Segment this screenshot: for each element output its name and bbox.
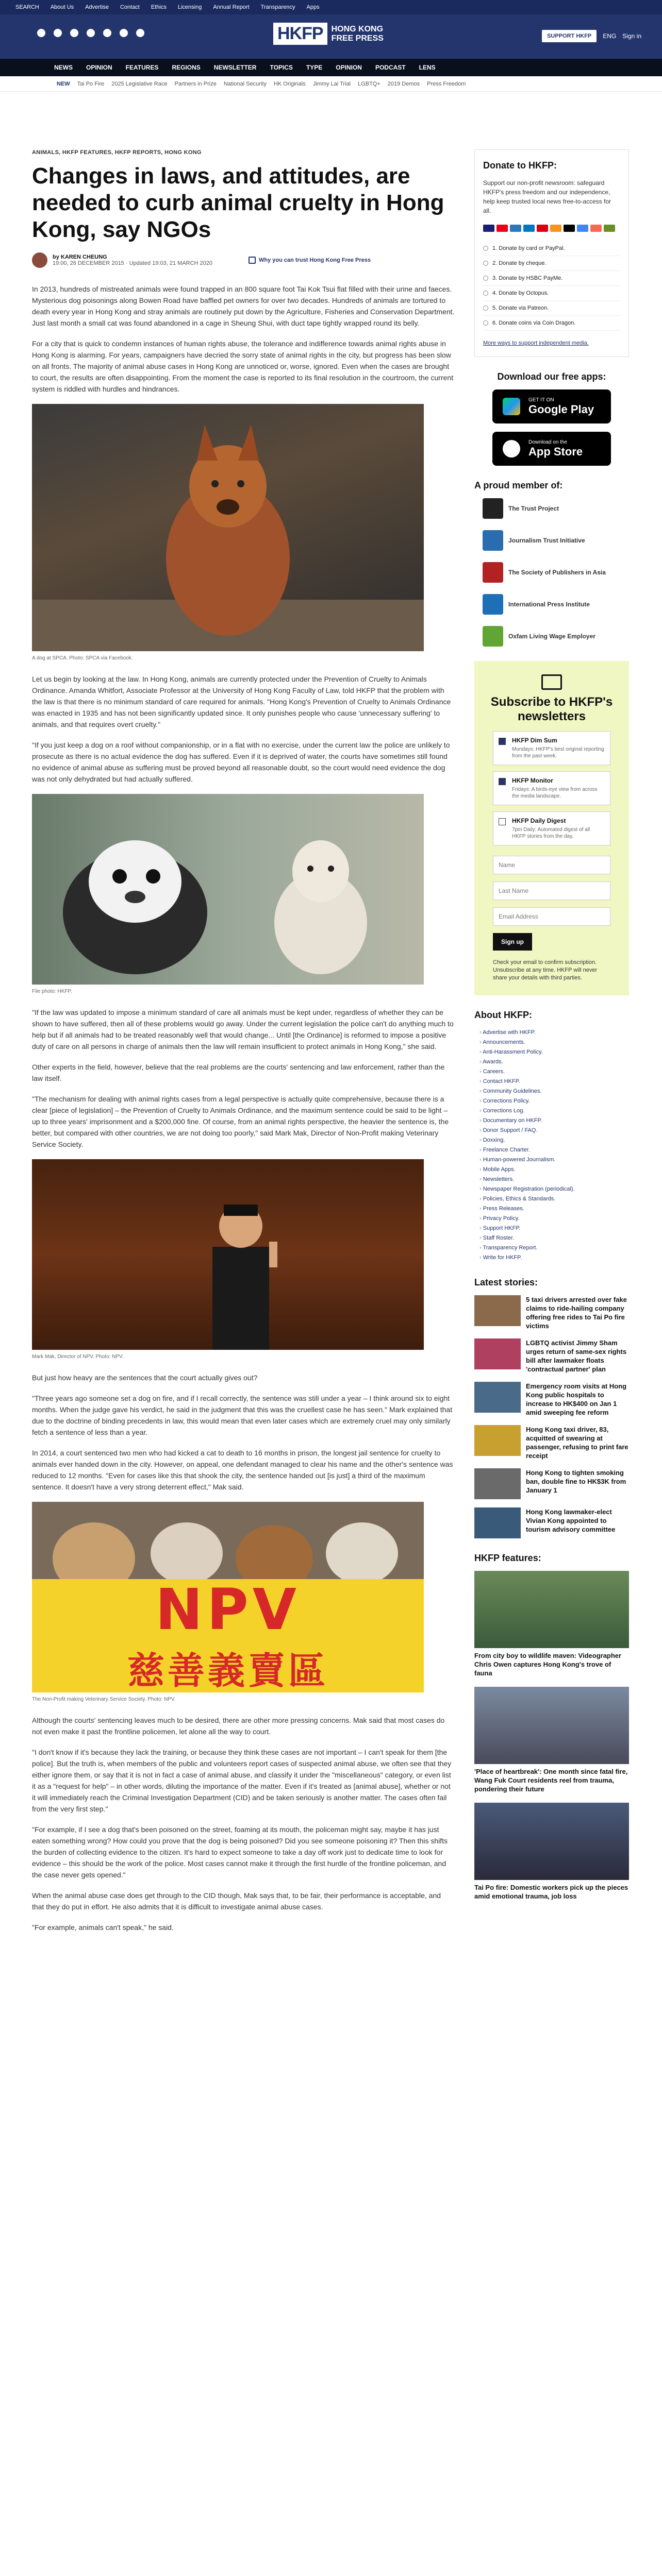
sign-in-link[interactable]: Sign in (622, 32, 641, 40)
about-links (474, 1028, 629, 1263)
threads-icon[interactable] (103, 29, 111, 37)
paragraph: For a city that is quick to condemn instances of human rights abuse, the tolerance and indifference towards animal rights abuse in Hong Kong is alarming. For years, campaigners have decried the sorry state of animal rights in the city, but progress has been slow on all fronts. The majority of animal abuse cases in Hong Kong are unnoticed or, worse, ignored. Even when the cases are brought to court, the results are often disappointing. From the moment the case is reported to its final resolution in the courtroom, the current system is riddled with hurdles and hindrances. (32, 340, 454, 393)
radio-icon (483, 306, 488, 311)
feature-item[interactable]: 'Place of heartbreak': One month since fatal fire, Wang Fuk Court residents reel from trauma, pondering their future (474, 1687, 629, 1793)
instagram-icon[interactable] (70, 29, 78, 37)
licensing-link[interactable]: Licensing (177, 4, 202, 10)
feature-thumbnail (474, 1803, 629, 1880)
site-header (0, 14, 662, 59)
about-link[interactable]: › Documentary on HKFP. (479, 1116, 629, 1126)
author-avatar (32, 252, 47, 268)
trust-icon (249, 257, 256, 264)
latest-stories-widget (474, 1277, 629, 1538)
newsletter-widget (474, 661, 629, 995)
radio-icon (483, 291, 488, 296)
ipi-logo (483, 594, 503, 615)
story-item[interactable]: Hong Kong taxi driver, 83, acquitted of swearing at passenger, refusing to print fare receipt (474, 1425, 629, 1460)
feature-item[interactable]: Tai Po fire: Domestic workers pick up the pieces amid emotional trauma, job loss (474, 1803, 629, 1901)
donate-title: Donate to HKFP: (483, 160, 557, 171)
newsletter-option-monitor[interactable]: HKFP Monitor Fridays: A birds-eye view from across the media landscape. (493, 771, 610, 805)
article-categories[interactable]: ANIMALS, HKFP FEATURES, HKFP REPORTS, HONG KONG (32, 149, 202, 156)
paragraph: But just how heavy are the sentences that the court actually gives out? (32, 1374, 258, 1382)
paragraph: "Three years ago someone set a dog on fire, and if I recall correctly, the sentence was still under a year – I think around six to eight months. When the judge gave his verdict, he said in the judgment that this was the cruellest case he has seen." Mark explained that due to the doctrine of binding precedents in law, this would mean that even later cases which are extremely cruel may only similarly fetch a sentence of less than a year. (32, 1394, 453, 1436)
apps-title: Download our free apps: (497, 371, 606, 382)
member-sopa[interactable]: The Society of Publishers in Asia (483, 562, 629, 583)
photo-caption: The Non-Profit making Veterinary Service Society. Photo: NPV. (32, 1697, 176, 1702)
trend-item[interactable]: 2019 Demos (387, 80, 420, 87)
members-title: A proud member of: (474, 480, 563, 490)
feature-thumbnail (474, 1571, 629, 1648)
mastodon-icon[interactable] (136, 29, 144, 37)
apple-icon (503, 440, 520, 457)
about-link[interactable]: › Newsletters. (479, 1175, 629, 1184)
newsletter-title: Subscribe to HKFP's newsletters (490, 695, 613, 723)
article-meta (32, 252, 455, 268)
nav-opinion-2[interactable]: OPINION (336, 64, 362, 71)
donate-option[interactable]: 5. Donate via Patreon. (483, 301, 620, 316)
nav-newsletter[interactable]: NEWSLETTER (213, 64, 257, 71)
about-link[interactable]: › Corrections Log. (479, 1106, 629, 1116)
member-oxfam[interactable]: Oxfam Living Wage Employer (483, 626, 629, 647)
sopa-logo (483, 562, 503, 583)
about-link[interactable]: › Newspaper Registration (periodical). (479, 1184, 629, 1194)
transparency-link[interactable]: Transparency (260, 4, 295, 10)
nav-podcast[interactable]: PODCAST (375, 64, 406, 71)
donate-option[interactable]: 2. Donate by cheque. (483, 256, 620, 271)
newsletter-option-daily[interactable]: HKFP Daily Digest 7pm Daily: Automated digest of all HKFP stories from the day. (493, 811, 610, 845)
photo-caption: A dog at SPCA. Photo: SPCA via Facebook. (32, 655, 133, 661)
google-play-icon (503, 398, 520, 415)
about-link[interactable]: › Transparency Report. (479, 1243, 629, 1253)
paragraph: Other experts in the field, however, believe that the real problems are the courts' sentencing and law enforcement, rather than the law itself. (32, 1063, 445, 1082)
nav-regions[interactable]: REGIONS (172, 64, 201, 71)
photo-caption: File photo: HKFP. (32, 989, 72, 994)
about-link[interactable]: › Anti-Harassment Policy. (479, 1047, 629, 1057)
why-trust-link[interactable]: Why you can trust Hong Kong Free Press (249, 257, 371, 264)
trend-item[interactable]: National Security (223, 80, 267, 87)
contact-link[interactable]: Contact (120, 4, 140, 10)
language-switch[interactable]: ENG (603, 32, 617, 40)
x-icon[interactable] (54, 29, 62, 37)
about-link[interactable]: › Careers. (479, 1067, 629, 1077)
name-input[interactable]: Name (493, 856, 610, 874)
nav-opinion[interactable]: OPINION (86, 64, 112, 71)
radio-icon (483, 261, 488, 266)
new-badge: NEW (57, 80, 70, 87)
feature-item[interactable]: From city boy to wildlife maven: Videographer Chris Owen captures Hong Kong's trove of fauna (474, 1571, 629, 1677)
last-name-input[interactable]: Last Name (493, 882, 610, 900)
checkbox-icon[interactable] (499, 738, 506, 745)
member-trust-project[interactable]: The Trust Project (483, 498, 629, 519)
app-store-button[interactable]: Download on the App Store (492, 432, 611, 466)
paragraph: In 2013, hundreds of mistreated animals were found trapped in an 800 square foot Tai Kok Tsui flat filled with their urine and faeces. Mysterious dog poisonings along Bowen Road have baffled pet owners for over two decades. Hundreds of animals are tortured to death every year in Hong Kong and stray animals are routinely put down by the Agriculture, Fisheries and Conservation Department. Just last month a small cat was found abandoned in a cage in Sheung Shui, with duct tape tightly wrapped round its belly. (32, 285, 455, 327)
amex-icon (510, 225, 521, 232)
logo-text: HONG KONG FREE PRESS (331, 24, 384, 43)
photo-caption: Mark Mak, Director of NPV. Photo: NPV. (32, 1354, 124, 1360)
about-link[interactable]: › Doxxing. (479, 1136, 629, 1145)
about-link[interactable]: › Corrections Policy. (479, 1096, 629, 1106)
nav-features[interactable]: FEATURES (125, 64, 159, 71)
donate-option[interactable]: 4. Donate by Octopus. (483, 286, 620, 301)
member-jti[interactable]: Journalism Trust Initiative (483, 530, 629, 551)
trend-item[interactable]: HK Originals (273, 80, 306, 87)
checkbox-icon[interactable] (499, 818, 506, 825)
paragraph: "The mechanism for dealing with animal rights cases from a legal perspective is actually quite comprehensive, because there is a clear [piece of legislation] – the Prevention of Cruelty to Animals Ordinance, and the maximum sentence could be said to be light – up to three years' imprisonment and a $200,000 fine. Of course, from an animal rights perspective, the heavier the sentence is, the better, but compared with other countries, we are not doing too poorly," said Mark Mak, Director of Non-Profit making Veterinary Service Society. (32, 1095, 449, 1148)
social-icons (37, 29, 144, 37)
nav-topics[interactable]: TOPICS (270, 64, 293, 71)
about-link[interactable]: › Mobile Apps. (479, 1165, 629, 1175)
about-link[interactable]: › Policies, Ethics & Standards. (479, 1194, 629, 1204)
npv-banner-chinese: 慈善義賣區 (127, 1649, 328, 1692)
story-item[interactable]: Hong Kong to tighten smoking ban, double fine to HK$3K from January 1 (474, 1468, 629, 1499)
utility-bar (0, 0, 662, 14)
checkbox-icon[interactable] (499, 778, 506, 785)
donate-widget (474, 149, 629, 357)
search-link[interactable]: SEARCH (15, 4, 39, 10)
story-item[interactable]: 5 taxi drivers arrested over fake claims to ride-hailing company offering free rides to Tai Po fire victims (474, 1295, 629, 1330)
nav-type[interactable]: TYPE (306, 64, 323, 71)
nav-news[interactable]: NEWS (54, 64, 73, 71)
newsletter-option-dim-sum[interactable]: HKFP Dim Sum Mondays: HKFP's best original reporting from the past week. (493, 731, 610, 765)
article-title: Changes in laws, and attitudes, are needed to curb animal cruelty in Hong Kong, say NGOs (32, 163, 444, 242)
paragraph: "For example, animals can't speak," he said. (32, 1923, 174, 1931)
paragraph: When the animal abuse case does get through to the CID though, Mak says that, to be fair, their performance is acceptable, and that they do put in effort. He also admits that it is difficult to investigate animal abuse cases. (32, 1891, 441, 1911)
visa-icon (483, 225, 494, 232)
story-thumbnail (474, 1507, 521, 1538)
octopus-icon (550, 225, 561, 232)
trend-item[interactable]: Tai Po Fire (77, 80, 105, 87)
nav-lens[interactable]: LENS (419, 64, 436, 71)
facebook-icon[interactable] (37, 29, 45, 37)
applepay-icon (564, 225, 575, 232)
about-link[interactable]: › Awards. (479, 1057, 629, 1067)
apps-widget (474, 371, 629, 466)
about-link[interactable]: About Us (50, 4, 74, 10)
radio-icon (483, 276, 488, 281)
features-widget (474, 1553, 629, 1901)
npv-banner-title: NPV (155, 1577, 301, 1642)
dogs-photo (32, 794, 424, 985)
about-link[interactable]: › Announcements. (479, 1038, 629, 1047)
about-link[interactable]: › Support HKFP. (479, 1224, 629, 1233)
about-link[interactable]: › Press Releases. (479, 1204, 629, 1214)
story-thumbnail (474, 1382, 521, 1413)
paypal-icon (523, 225, 535, 232)
about-link[interactable]: › Human-powered Journalism. (479, 1155, 629, 1165)
article (32, 149, 455, 1942)
annual-report-link[interactable]: Annual Report (213, 4, 250, 10)
payment-logos (483, 225, 620, 232)
trend-item[interactable]: Jimmy Lai Trial (312, 80, 351, 87)
more-ways-link[interactable]: More ways to support independent media. (483, 340, 589, 346)
radio-icon (483, 246, 488, 251)
apps-link[interactable]: Apps (306, 4, 320, 10)
story-item[interactable]: Hong Kong lawmaker-elect Vivian Kong appointed to tourism advisory committee (474, 1507, 629, 1538)
googlepay-icon (577, 225, 588, 232)
latest-title: Latest stories: (474, 1277, 538, 1287)
donate-option[interactable]: 3. Donate by HSBC PayMe. (483, 271, 620, 286)
email-input[interactable]: Email Address (493, 907, 610, 926)
ethics-link[interactable]: Ethics (151, 4, 167, 10)
members-widget (474, 480, 629, 647)
paragraph: "I don't know if it's because they lack the training, or because they think these cases are not important – I can't speak for them [the police]. But the truth is, when members of the public and volunteers report cases of suspected animal abuse, we often see that they either ignore them, or say that it is not in fact a case of animal abuse, and classify it under the "miscellaneous" category, or even list it as a "request for help" – in other words, diluting the importance of the matter. Even if it's treated as [animal abuse], whether or not it will immediately reach the Criminal Investigation Department (CID) and be taken seriously is another matter. The cases often fail from the very first step." (32, 1748, 452, 1813)
paragraph: "If the law was updated to impose a minimum standard of care all animals must be kept under, regardless of whether they can be shown to have suffered, then all of these problems would go away. Under the current legislation the police can't do anything much to help but if all animals had to be treated reasonably well that would change... Until [the Ordinance] is reformed to impose a positive duty of care on all persons in charge of animals then the law will remain insufficient to protect animals in Hong Kong," she said. (32, 1008, 454, 1050)
envelope-icon (541, 674, 562, 690)
donate-option[interactable]: 1. Donate by card or PayPal. (483, 241, 620, 256)
trust-project-logo (483, 498, 503, 519)
site-logo[interactable] (273, 23, 384, 45)
jti-logo (483, 530, 503, 551)
story-thumbnail (474, 1338, 521, 1369)
logo-mark: HKFP (273, 23, 327, 45)
donate-option[interactable]: 6. Donate coins via Coin Dragon. (483, 316, 620, 331)
features-title: HKFP features: (474, 1553, 541, 1563)
google-play-button[interactable]: GET IT ON Google Play (492, 389, 611, 423)
telegram-icon[interactable] (120, 29, 128, 37)
paragraph: In 2014, a court sentenced two men who had kicked a cat to death to 16 months in prison, the longest jail sentence for cruelty to animals ever handed down in the city. However, on appeal, one defendant managed to clear his name and the other's sentence was reduced to 12 months. "Even for cases like this that shook the city, the sentence handed out [is just] a third of the maximum sentence. It doesn't have a very strong deterrent effect," Mak said. (32, 1449, 453, 1491)
trend-item[interactable]: Press Freedom (427, 80, 466, 87)
trend-item[interactable]: 2025 Legislative Race (111, 80, 168, 87)
paragraph: "For example, if I see a dog that's been poisoned on the street, foaming at its mouth, the policeman might say, maybe it has just eaten something wrong? How could you prove that the dog is being poisoned? Did you see someone poisoning it? Then this shifts the burden of collecting evidence to the citizen. It's hard to expect someone to take a day off work just to dedicate time to look for evidence – this should be the work of the police. Most cases cannot make it through the first hurdle of the frontline policeman, and the case never gets opened." (32, 1825, 448, 1879)
article-dates: 19:00, 26 DECEMBER 2015 · Updated 19:03, 21 MARCH 2020 (53, 260, 213, 266)
about-title: About HKFP: (474, 1010, 532, 1020)
paragraph: Although the courts' sentencing leaves much to be desired, there are other more pressing concerns. Mak said that most cases do not even make it past the frontline policemen, let alone all the way to court. (32, 1716, 445, 1736)
dog-photo (32, 404, 424, 651)
member-ipi[interactable]: International Press Institute (483, 594, 629, 615)
radio-icon (483, 320, 488, 326)
story-thumbnail (474, 1295, 521, 1326)
alipay-icon (604, 225, 615, 232)
donate-text: Support our non-profit newsroom: safeguard HKFP's press freedom and our independence, help keep trusted local news free-to-access for all. (483, 179, 611, 214)
about-link[interactable]: › Contact HKFP. (479, 1077, 629, 1087)
about-link[interactable]: › Community Guidelines. (479, 1087, 629, 1096)
sign-up-button[interactable]: Sign up (493, 933, 532, 951)
byline[interactable]: by KAREN CHEUNG (53, 254, 107, 260)
paragraph: Let us begin by looking at the law. In Hong Kong, animals are currently protected under the Prevention of Cruelty to Animals Ordinance. Amanda Whitfort, Associate Professor at the University of Hong Kong Faculty of Law, told HKFP that the problem with the law is that there is no minimum standard of care required for animals. "Hong Kong's Prevention of Cruelty to Animals Ordinance was enacted in 1935 and has not been significantly updated since. It only punishes people who cause 'unnecessary suffering' to animals, and that requires overt cruelty." (32, 675, 451, 728)
about-widget (474, 1010, 629, 1263)
about-link[interactable]: › Privacy Policy. (479, 1214, 629, 1224)
about-link[interactable]: › Advertise with HKFP. (479, 1028, 629, 1038)
about-link[interactable]: › Donor Support / FAQ. (479, 1126, 629, 1136)
payme-icon (537, 225, 548, 232)
main-nav (0, 59, 662, 76)
story-thumbnail (474, 1468, 521, 1499)
npv-banner-photo (32, 1502, 424, 1692)
about-link[interactable]: › Staff Roster. (479, 1233, 629, 1243)
story-thumbnail (474, 1425, 521, 1456)
support-hkfp-button[interactable]: SUPPORT HKFP (542, 30, 597, 42)
story-item[interactable]: LGBTQ activist Jimmy Sham urges return of same-sex rights bill after lawmaker floats 'contractual partner' plan (474, 1338, 629, 1374)
mark-mak-photo (32, 1159, 424, 1350)
trending-bar (0, 76, 662, 92)
trend-item[interactable]: Partners in Prize (174, 80, 217, 87)
mastercard-icon (496, 225, 508, 232)
story-item[interactable]: Emergency room visits at Hong Kong public hospitals to increase to HK$400 on Jan 1 amid sweeping fee reform (474, 1382, 629, 1417)
paragraph: "If you just keep a dog on a roof without companionship, or in a flat with no exercise, under the current law the police are unlikely to prosecute as there is no actual evidence the dog has suffered. Even if it is deprived of water, the courts have sometimes still found no evidence of animal abuse as suffering must be proved beyond all reasonable doubt, so the court would need evidence the dog was not only dehydrated but had actually suffered. (32, 741, 450, 783)
trend-item[interactable]: LGBTQ+ (358, 80, 380, 87)
patreon-icon (590, 225, 602, 232)
newsletter-note: Check your email to confirm subscription. Unsubscribe at any time. HKFP will never share your details with third parties. (493, 959, 598, 981)
sidebar (474, 149, 629, 1910)
about-link[interactable]: › Write for HKFP. (479, 1253, 629, 1263)
feature-thumbnail (474, 1687, 629, 1764)
youtube-icon[interactable] (87, 29, 95, 37)
advertise-link[interactable]: Advertise (85, 4, 109, 10)
about-link[interactable]: › Freelance Charter. (479, 1145, 629, 1155)
oxfam-logo (483, 626, 503, 647)
